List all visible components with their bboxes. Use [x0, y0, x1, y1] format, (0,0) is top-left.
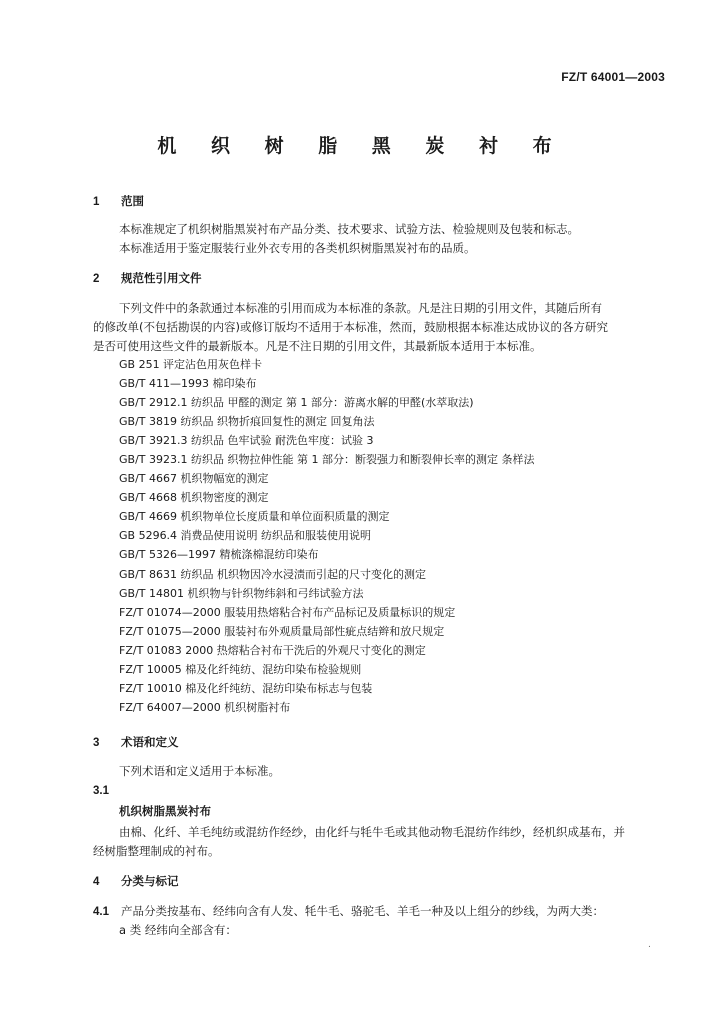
section-title: 术语和定义 — [121, 735, 179, 749]
paragraph: 是否可使用这些文件的最新版本。凡是不注日期的引用文件，其最新版本适用于本标准。 — [93, 339, 542, 353]
reference-item: GB/T 411—1993 棉印染布 — [119, 377, 257, 390]
reference-item: GB/T 14801 机织物与针织物纬斜和弓纬试验方法 — [119, 587, 364, 600]
term: 机织树脂黑炭衬布 — [119, 804, 211, 818]
paragraph: 经树脂整理制成的衬布。 — [93, 844, 220, 858]
section-4-heading — [93, 874, 179, 889]
document-title: 机 织 树 脂 黑 炭 衬 布 — [157, 135, 566, 157]
reference-item: FZ/T 01083 2000 热熔粘合衬布干洗后的外观尺寸变化的测定 — [119, 644, 426, 657]
section-title: 规范性引用文件 — [121, 271, 202, 285]
reference-item: FZ/T 64007—2000 机织树脂衬布 — [119, 701, 291, 714]
section-title: 分类与标记 — [121, 874, 179, 888]
reference-item: GB 5296.4 消费品使用说明 纺织品和服装使用说明 — [119, 529, 372, 542]
section-number: 2 — [93, 273, 100, 285]
paragraph: 本标准适用于鉴定服装行业外衣专用的各类机织树脂黑炭衬布的品质。 — [119, 241, 476, 255]
standard-number: FZ/T 64001—2003 — [561, 70, 665, 84]
reference-item: FZ/T 01074—2000 服装用热熔粘合衬布产品标记及质量标识的规定 — [119, 606, 456, 619]
reference-item: GB/T 8631 纺织品 机织物因冷水浸渍而引起的尺寸变化的测定 — [119, 568, 426, 581]
reference-item: GB/T 3923.1 纺织品 织物拉伸性能 第 1 部分：断裂强力和断裂伸长率的测定 条样法 — [119, 453, 535, 466]
reference-item: GB/T 4669 机织物单位长度质量和单位面积质量的测定 — [119, 510, 390, 523]
reference-item: GB/T 2912.1 纺织品 甲醛的测定 第 1 部分：游离水解的甲醛(水萃取法) — [119, 396, 474, 409]
subsection-number: 3.1 — [93, 785, 109, 797]
section-1-heading — [93, 194, 144, 209]
reference-item: GB/T 5326—1997 精梳涤棉混纺印染布 — [119, 548, 319, 561]
clause-4-1 — [93, 904, 604, 919]
paragraph: 下列术语和定义适用于本标准。 — [119, 764, 280, 778]
paragraph: 本标准规定了机织树脂黑炭衬布产品分类、技术要求、试验方法、检验规则及包装和标志。 — [119, 222, 579, 236]
section-number: 3 — [93, 737, 100, 749]
reference-item: FZ/T 10005 棉及化纤纯纺、混纺印染布检验规则 — [119, 663, 362, 676]
reference-item: GB/T 3921.3 纺织品 色牢试验 耐洗色牢度：试验 3 — [119, 434, 374, 447]
subsection-number: 4.1 — [93, 906, 109, 918]
section-title: 范围 — [121, 194, 144, 208]
reference-item: GB/T 4667 机织物幅宽的测定 — [119, 472, 269, 485]
section-3-heading — [93, 735, 179, 750]
reference-item: GB/T 4668 机织物密度的测定 — [119, 491, 269, 504]
paragraph: 产品分类按基布、经纬向含有人发、牦牛毛、骆驼毛、羊毛一种及以上组分的纱线，为两大类： — [121, 904, 604, 918]
list-item: a 类 经纬向全部含有： — [119, 923, 237, 937]
paragraph: 下列文件中的条款通过本标准的引用而成为本标准的条款。凡是注日期的引用文件，其随后所有 — [119, 301, 602, 315]
reference-item: GB/T 3819 纺织品 织物折痕回复性的测定 回复角法 — [119, 415, 375, 428]
scan-speck: . — [648, 940, 651, 950]
paragraph: 由棉、化纤、羊毛纯纺或混纺作经纱，由化纤与牦牛毛或其他动物毛混纺作纬纱，经机织成基布，并 — [119, 825, 625, 839]
paragraph: 的修改单(不包括勘误的内容)或修订版均不适用于本标准，然而，鼓励根据本标准达成协议的各方研究 — [93, 320, 608, 334]
section-number: 4 — [93, 876, 100, 888]
reference-item: FZ/T 01075—2000 服装衬布外观质量局部性疵点结辫和放尺规定 — [119, 625, 445, 638]
reference-item: FZ/T 10010 棉及化纤纯纺、混纺印染布标志与包装 — [119, 682, 373, 695]
section-number: 1 — [93, 196, 100, 208]
reference-item: GB 251 评定沾色用灰色样卡 — [119, 358, 263, 371]
section-2-heading — [93, 271, 202, 286]
